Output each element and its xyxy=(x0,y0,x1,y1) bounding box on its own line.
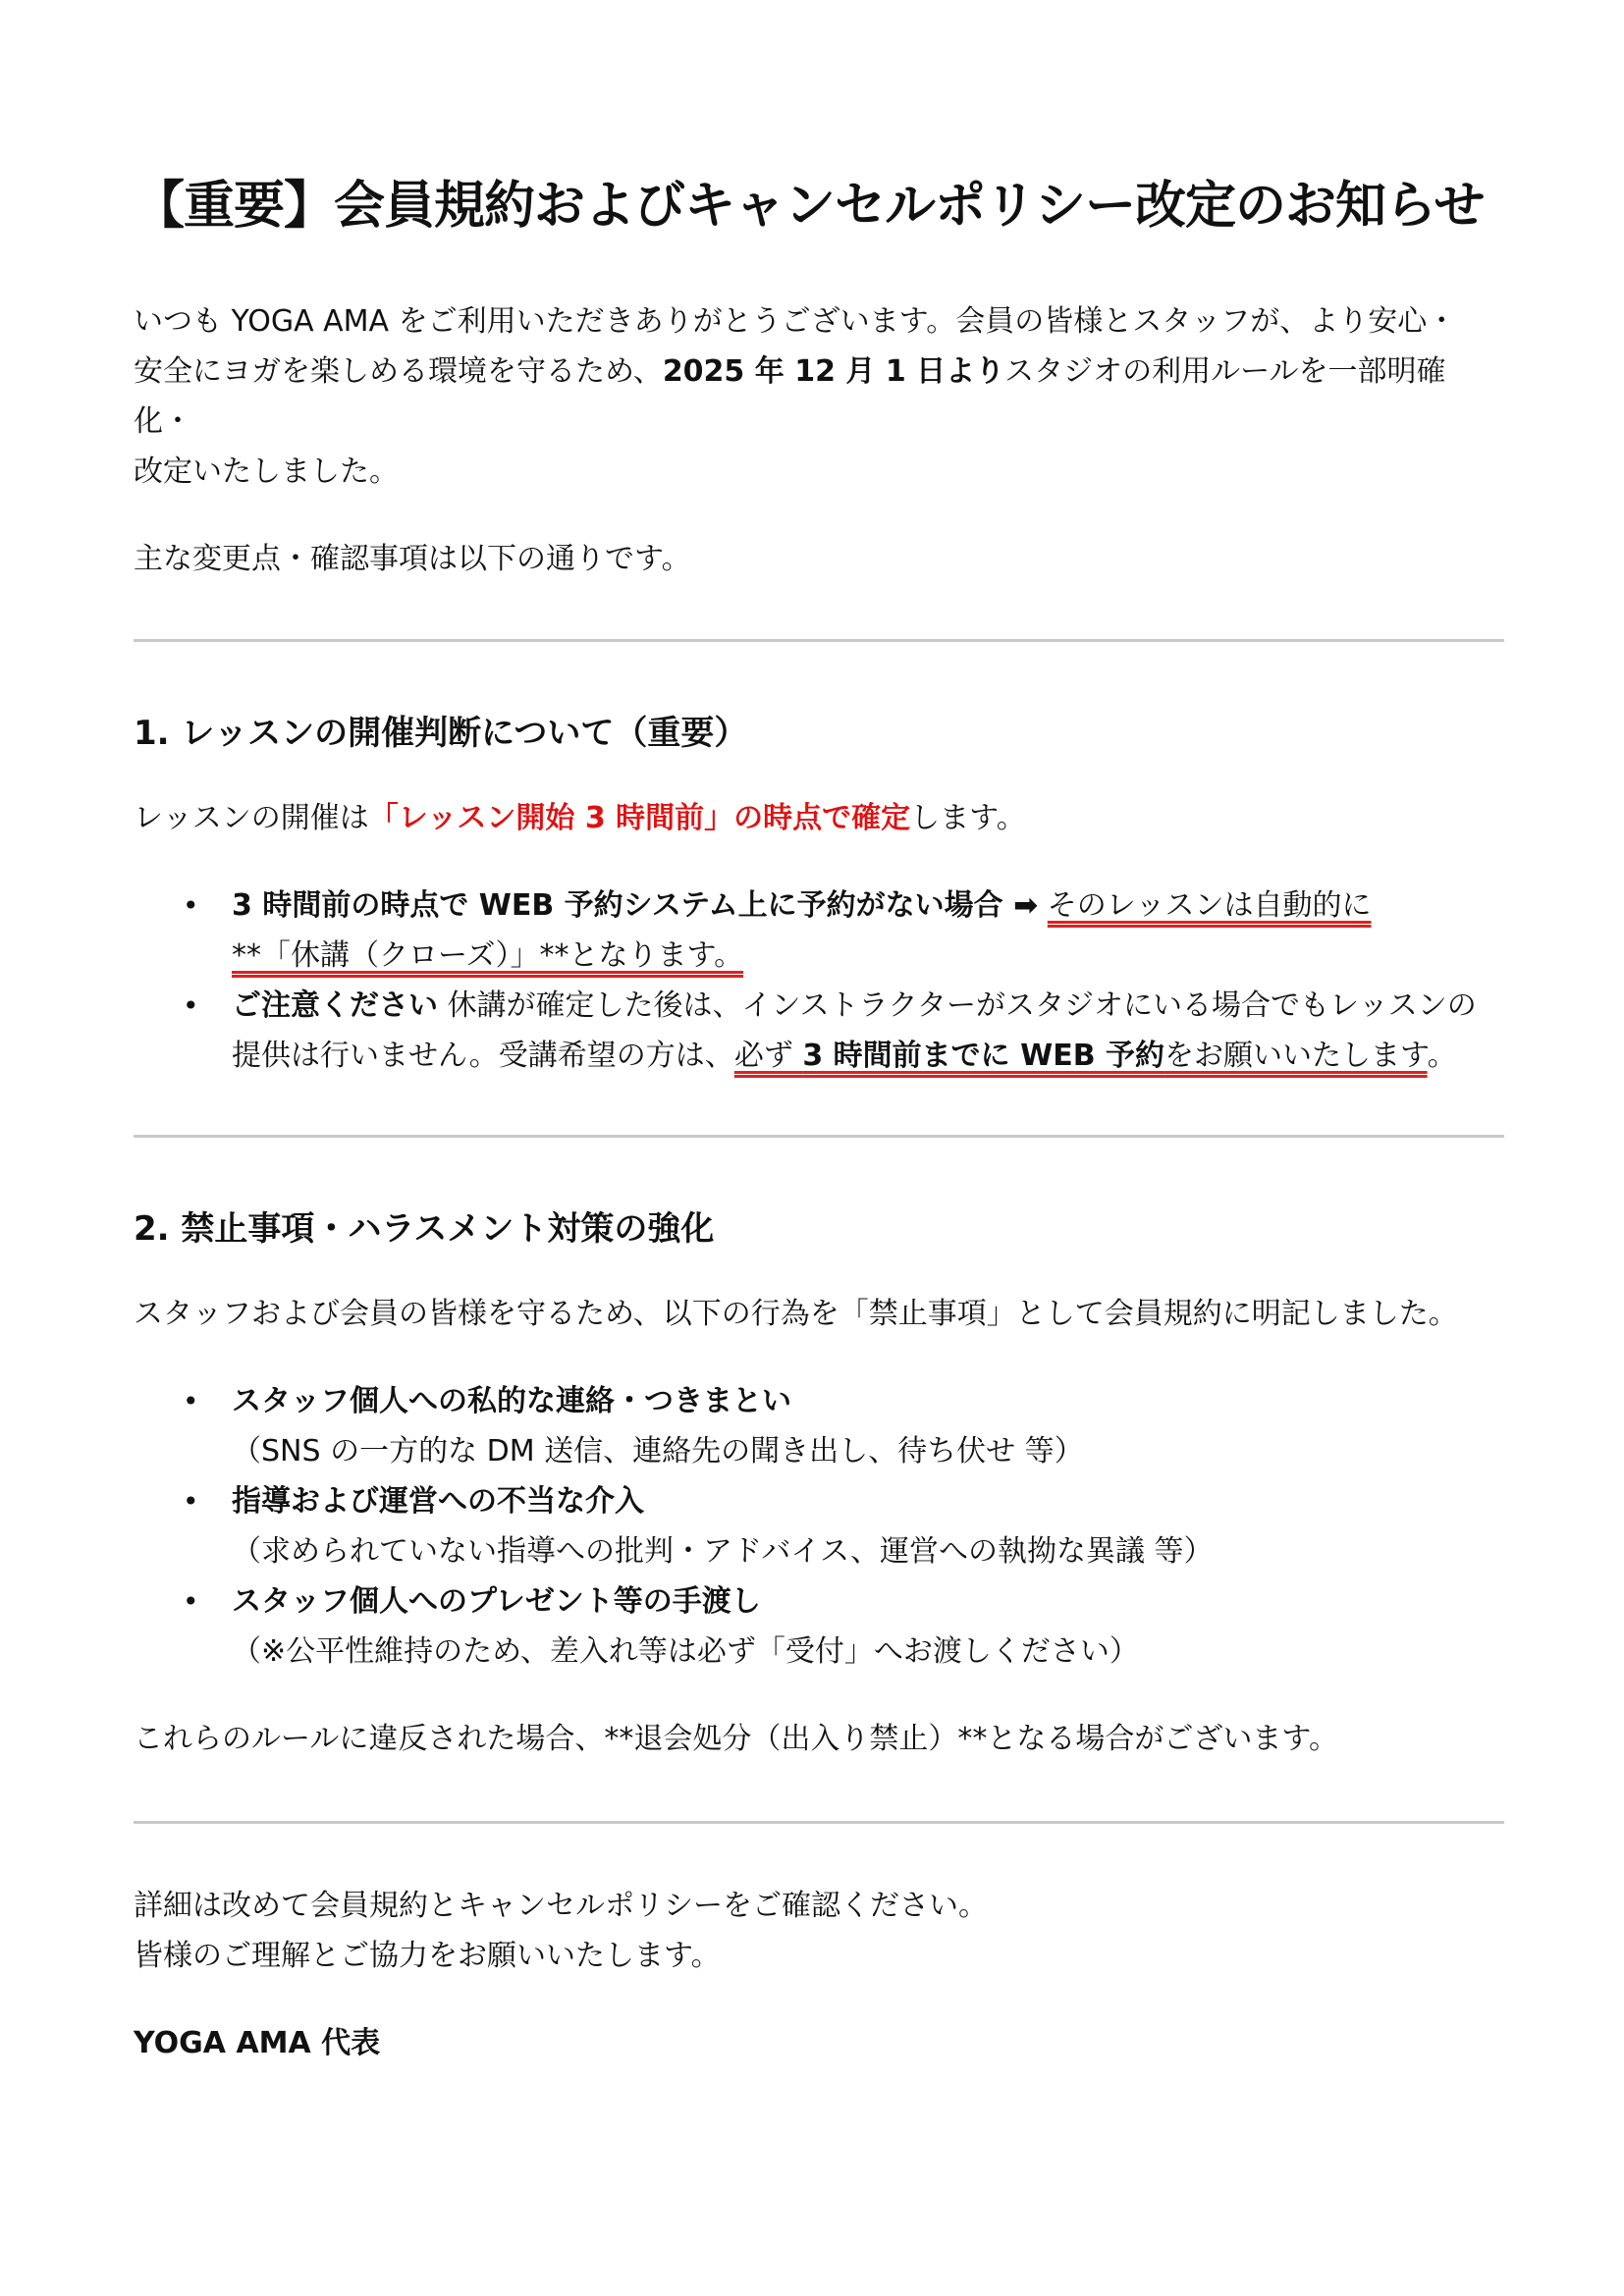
page-title: 【重要】会員規約およびキャンセルポリシー改定のお知らせ xyxy=(134,177,1485,236)
reservation-request xyxy=(734,1039,1428,1073)
prohibited-item-note: （※公平性維持のため、差入れ等は必ず「受付」へお渡しください） xyxy=(232,1634,1139,1669)
intro-line-2a: 安全にヨガを楽しめる環境を守るため、 xyxy=(134,354,663,389)
signature: YOGA AMA 代表 xyxy=(134,2026,381,2060)
auto-close-notice-1: そのレッスンは自動的に xyxy=(1047,888,1372,923)
intro-line-3: 改定いたしました。 xyxy=(134,454,399,489)
intro-line-1: いつも YOGA AMA をご利用いただきありがとうございます。会員の皆様とスタッフが、より安心・ xyxy=(134,304,1457,339)
list-item xyxy=(232,1376,1504,1476)
list-item xyxy=(232,881,1504,981)
period: 。 xyxy=(1427,1039,1457,1073)
section-2-list xyxy=(134,1376,1504,1677)
reservation-request-a: 必ず xyxy=(733,1039,803,1073)
prohibited-item-note: （求められていない指導への批判・アドバイス、運営への執拗な異議 等） xyxy=(232,1534,1214,1569)
document-content xyxy=(134,165,1504,2068)
violation-warning: これらのルールに違反された場合、**退会処分（出入り禁止）**となる場合がございます。 xyxy=(134,1722,1338,1756)
caution-text: 休講が確定した後は、インストラクターがスタジオにいる場合でもレッスンの xyxy=(438,988,1477,1023)
divider-1 xyxy=(134,639,1504,642)
prohibited-item-title: • スタッフ個人へのプレゼント等の手渡し xyxy=(232,1584,761,1619)
divider-2 xyxy=(134,1135,1504,1138)
prohibited-item-note: （SNS の一方的な DM 送信、連絡先の聞き出し、待ち伏せ 等） xyxy=(232,1434,1084,1468)
intro-paragraph xyxy=(134,296,1504,497)
list-item xyxy=(232,1576,1504,1677)
intro-line-2c: スタジオの利用ルールを一部明確化・ xyxy=(134,354,1446,439)
prohibited-item-title: • 指導および運営への不当な介入 xyxy=(232,1484,644,1519)
closing-line-2: 皆様のご理解とご協力をお願いいたします。 xyxy=(134,1939,721,1973)
divider-3 xyxy=(134,1821,1504,1824)
caution-label: ご注意ください xyxy=(232,988,438,1023)
decision-time-highlight: 「レッスン開始 3 時間前」の時点で確定 xyxy=(368,801,911,835)
closing-line-1: 詳細は改めて会員規約とキャンセルポリシーをご確認ください。 xyxy=(134,1889,988,1923)
no-reservation-condition: 3 時間前の時点で WEB 予約システム上に予約がない場合 ➡ xyxy=(232,888,1039,923)
auto-close-notice-2: **「休講（クローズ）」**となります。 xyxy=(232,938,744,973)
prohibited-item-title: • スタッフ個人への私的な連絡・つきまとい xyxy=(232,1384,791,1418)
section-1-lead-c: します。 xyxy=(910,801,1026,835)
section-2-heading: 2. 禁止事項・ハラスメント対策の強化 xyxy=(134,1209,715,1249)
caution-text-2: 提供は行いません。受講希望の方は、 xyxy=(232,1039,734,1073)
reservation-deadline: 3 時間前までに WEB 予約 xyxy=(802,1039,1165,1073)
list-item xyxy=(232,1476,1504,1576)
closing-paragraph xyxy=(134,1881,1504,1981)
section-1-list xyxy=(134,881,1504,1081)
section-2-lead: スタッフおよび会員の皆様を守るため、以下の行為を「禁止事項」として会員規約に明記しました。 xyxy=(134,1297,1458,1331)
section-1-lead xyxy=(134,793,1504,843)
effective-date: 2025 年 12 月 1 日より xyxy=(662,354,1005,389)
section-1-heading: 1. レッスンの開催判断について（重要） xyxy=(134,714,748,753)
summary-text: 主な変更点・確認事項は以下の通りです。 xyxy=(134,542,691,576)
section-1-lead-a: レッスンの開催は xyxy=(134,801,369,835)
list-item xyxy=(232,981,1504,1081)
reservation-request-c: をお願いいたします xyxy=(1164,1039,1428,1073)
